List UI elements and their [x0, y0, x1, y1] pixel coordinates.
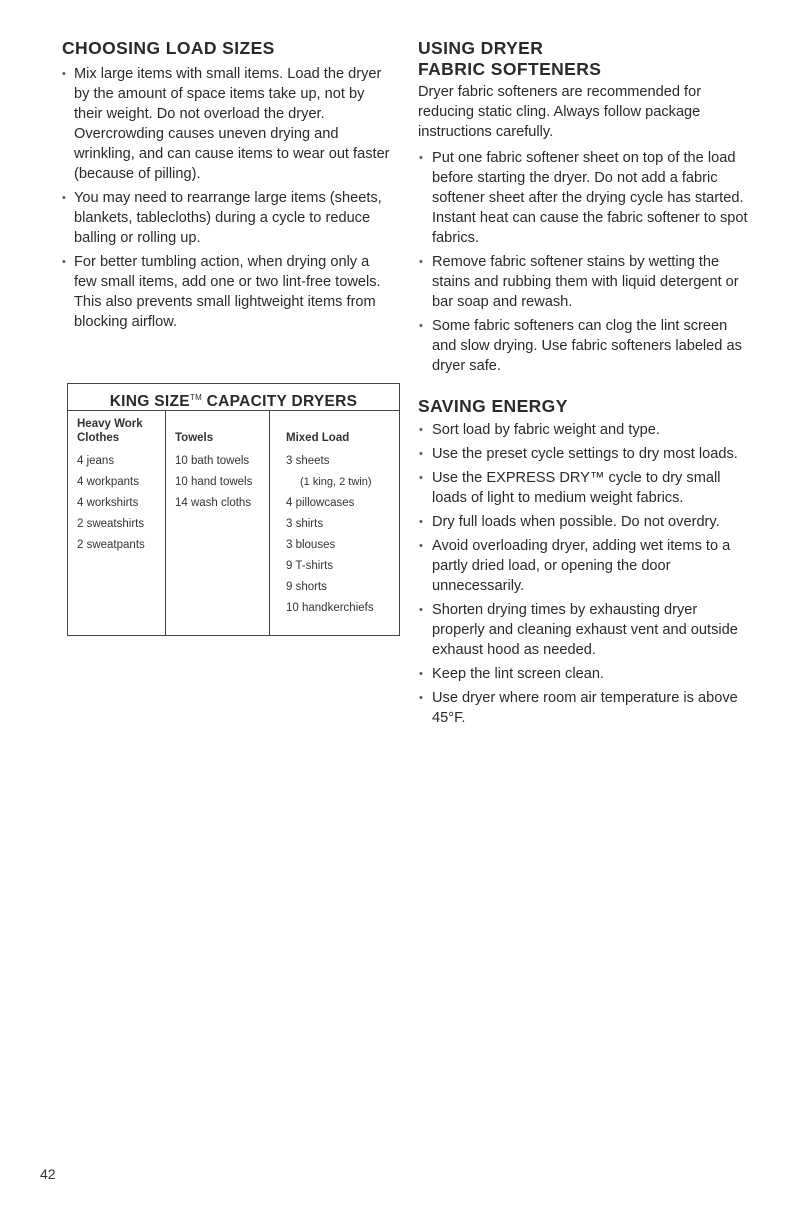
table-cell: 3 shirts [286, 518, 324, 530]
energy-bullet-item: • Dry full loads when possible. Do not overdry. [418, 512, 748, 532]
left-column [62, 38, 396, 336]
table-cell: 4 pillowcases [286, 497, 355, 509]
energy-bullet-item: • Avoid overloading dryer, adding wet items to a partly dried load, or opening the door unnecessarily. [418, 536, 748, 596]
capacity-title-suffix: CAPACITY DRYERS [202, 393, 358, 410]
energy-bullet-item: • Keep the lint screen clean. [418, 664, 748, 684]
energy-bullet-item: • Use the EXPRESS DRY™ cycle to dry small loads of light to medium weight fabrics. [418, 468, 748, 508]
table-cell: 2 sweatshirts [77, 518, 145, 530]
table-cell: 4 workshirts [77, 497, 139, 509]
choosing-bullet-item: • You may need to rearrange large items (sheets, blankets, tablecloths) during a cycle to reduce balling or rolling up. [62, 188, 396, 248]
right-column [418, 38, 748, 732]
table-cell: 2 sweatpants [77, 539, 145, 551]
softeners-bullet-item: • Remove fabric softener stains by wetting the stains and rubbing them with liquid detergent or bar soap and rewash. [418, 252, 748, 312]
choosing-bullet-list [62, 64, 396, 332]
softeners-heading-line2: FABRIC SOFTENERS [418, 59, 602, 79]
table-cell: 10 bath towels [175, 455, 250, 467]
choosing-bullet-item: • For better tumbling action, when drying only a few small items, add one or two lint-free towels. This also prevents small lightweight items from blocking airflow. [62, 252, 396, 332]
saving-energy-heading: SAVING ENERGY [418, 396, 568, 416]
softeners-heading-line1: USING DRYER [418, 38, 544, 58]
table-cell: 10 handkerchiefs [286, 602, 374, 614]
table-cell: 10 hand towels [175, 476, 253, 488]
energy-bullet-item: • Sort load by fabric weight and type. [418, 420, 748, 440]
softeners-bullet-item: • Put one fabric softener sheet on top of the load before starting the dryer. Do not add a fabric softener sheet after the drying cycle has started. Instant heat can cause the fabric softener to spot fabrics. [418, 148, 748, 248]
energy-bullet-item: • Use dryer where room air temperature is above 45°F. [418, 688, 748, 728]
table-cell: 3 blouses [286, 539, 336, 551]
table-cell: 9 T-shirts [286, 560, 334, 572]
choosing-load-sizes-heading: CHOOSING LOAD SIZES [62, 38, 275, 58]
energy-bullet-item: • Use the preset cycle settings to dry most loads. [418, 444, 748, 464]
column-header: Towels [175, 432, 214, 444]
capacity-table-title [68, 384, 399, 411]
energy-bullet-item: • Shorten drying times by exhausting dryer properly and cleaning exhaust vent and outside exhaust hood as needed. [418, 600, 748, 660]
capacity-column-heavy-work [68, 411, 165, 636]
energy-bullet-list [418, 420, 748, 728]
capacity-title-text: KING SIZE [109, 393, 190, 410]
capacity-column-towels [165, 411, 269, 636]
capacity-table-columns [68, 411, 399, 636]
table-cell: (1 king, 2 twin) [300, 476, 372, 488]
table-cell: 3 sheets [286, 455, 330, 467]
choosing-bullet-item: • Mix large items with small items. Load the dryer by the amount of space items take up, not by their weight. Do not overload the dryer. Overcrowding causes uneven drying and wrinkling, and can cause items to wear out faster (because of pilling). [62, 64, 396, 184]
page-number: 42 [40, 1166, 56, 1182]
softeners-bullet-list [418, 148, 748, 376]
column-header: Mixed Load [286, 432, 350, 444]
capacity-table [67, 383, 400, 636]
trademark-mark: TM [189, 393, 203, 402]
softeners-bullet-item: • Some fabric softeners can clog the lint screen and slow drying. Use fabric softeners labeled as dryer safe. [418, 316, 748, 376]
table-cell: 4 workpants [77, 476, 140, 488]
column-header: Heavy Work Clothes [77, 418, 143, 444]
table-cell: 9 shorts [286, 581, 327, 593]
table-cell: 14 wash cloths [175, 497, 252, 509]
softeners-intro: Dryer fabric softeners are recommended for reducing static cling. Always follow package instructions carefully. [418, 84, 702, 140]
table-cell: 4 jeans [77, 455, 115, 467]
section-spacer [418, 380, 748, 396]
capacity-column-mixed-load [269, 411, 399, 636]
